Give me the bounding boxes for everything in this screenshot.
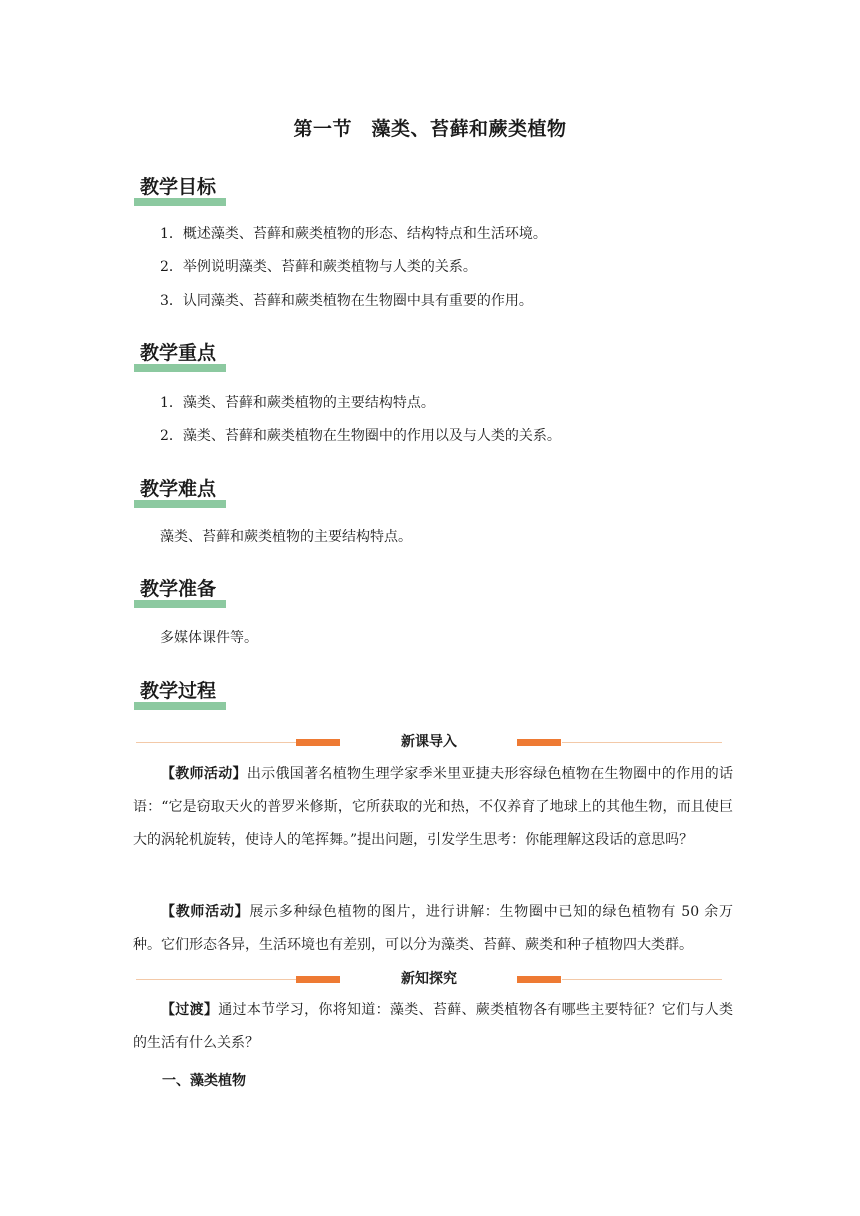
- section-heading-goals: [136, 176, 217, 206]
- preparation-text: 多媒体课件等。: [160, 630, 258, 646]
- activity-tag: 【教师活动】: [161, 766, 247, 782]
- section-heading-label: 教学过程: [140, 680, 217, 702]
- paragraph: [133, 896, 733, 962]
- subheading-algae: 一、藻类植物: [162, 1073, 246, 1089]
- divider-explore: [136, 973, 722, 987]
- section-heading-label: 教学目标: [140, 176, 217, 198]
- page-title: 第一节 藻类、苔藓和蕨类植物: [293, 118, 567, 140]
- divider-rule: [562, 979, 722, 980]
- goal-item: 3．认同藻类、苔藓和蕨类植物在生物圈中具有重要的作用。: [160, 293, 533, 309]
- paragraph-text: 通过本节学习，你将知道：藻类、苔藓、蕨类植物各有哪些主要特征？它们与人类的生活有什么关系？: [133, 1002, 734, 1051]
- section-heading-preparation: [136, 578, 217, 608]
- difficulty-text: 藻类、苔藓和蕨类植物的主要结构特点。: [160, 529, 412, 545]
- key-point-item: 1．藻类、苔藓和蕨类植物的主要结构特点。: [160, 395, 435, 411]
- section-heading-key-points: [136, 342, 217, 372]
- paragraph-text: 展示多种绿色植物的图片，进行讲解：生物圈中已知的绿色植物有 50 余万种。它们形态各异，生活环境也有差别，可以分为藻类、苔藓、蕨类和种子植物四大类群。: [133, 904, 733, 953]
- divider-rule: [562, 742, 722, 743]
- divider-label: 新课导入: [401, 734, 457, 750]
- paragraph-text: 出示俄国著名植物生理学家季米里亚捷夫形容绿色植物在生物圈中的作用的话语：“它是窃取天火的普罗米修斯，它所获取的光和热，不仅养育了地球上的其他生物，而且使巨大的涡轮机旋转，使诗人的笔挥舞。”提出问题，引发学生思考：你能理解这段话的意思吗？: [133, 766, 734, 848]
- divider-block: [517, 976, 561, 983]
- section-heading-label: 教学难点: [140, 478, 217, 500]
- paragraph: [133, 758, 733, 857]
- transition-tag: 【过渡】: [161, 1002, 219, 1018]
- section-heading-process: [136, 680, 217, 710]
- activity-tag: 【教师活动】: [161, 904, 250, 920]
- goal-item: 1．概述藻类、苔藓和蕨类植物的形态、结构特点和生活环境。: [160, 226, 547, 242]
- key-point-item: 2．藻类、苔藓和蕨类植物在生物圈中的作用以及与人类的关系。: [160, 428, 561, 444]
- divider-block: [517, 739, 561, 746]
- section-heading-label: 教学准备: [140, 578, 217, 600]
- section-heading-label: 教学重点: [140, 342, 217, 364]
- section-heading-difficulties: [136, 478, 217, 508]
- divider-intro: [136, 736, 722, 750]
- divider-label: 新知探究: [401, 971, 457, 987]
- paragraph: [133, 994, 733, 1060]
- goal-item: 2．举例说明藻类、苔藓和蕨类植物与人类的关系。: [160, 259, 477, 275]
